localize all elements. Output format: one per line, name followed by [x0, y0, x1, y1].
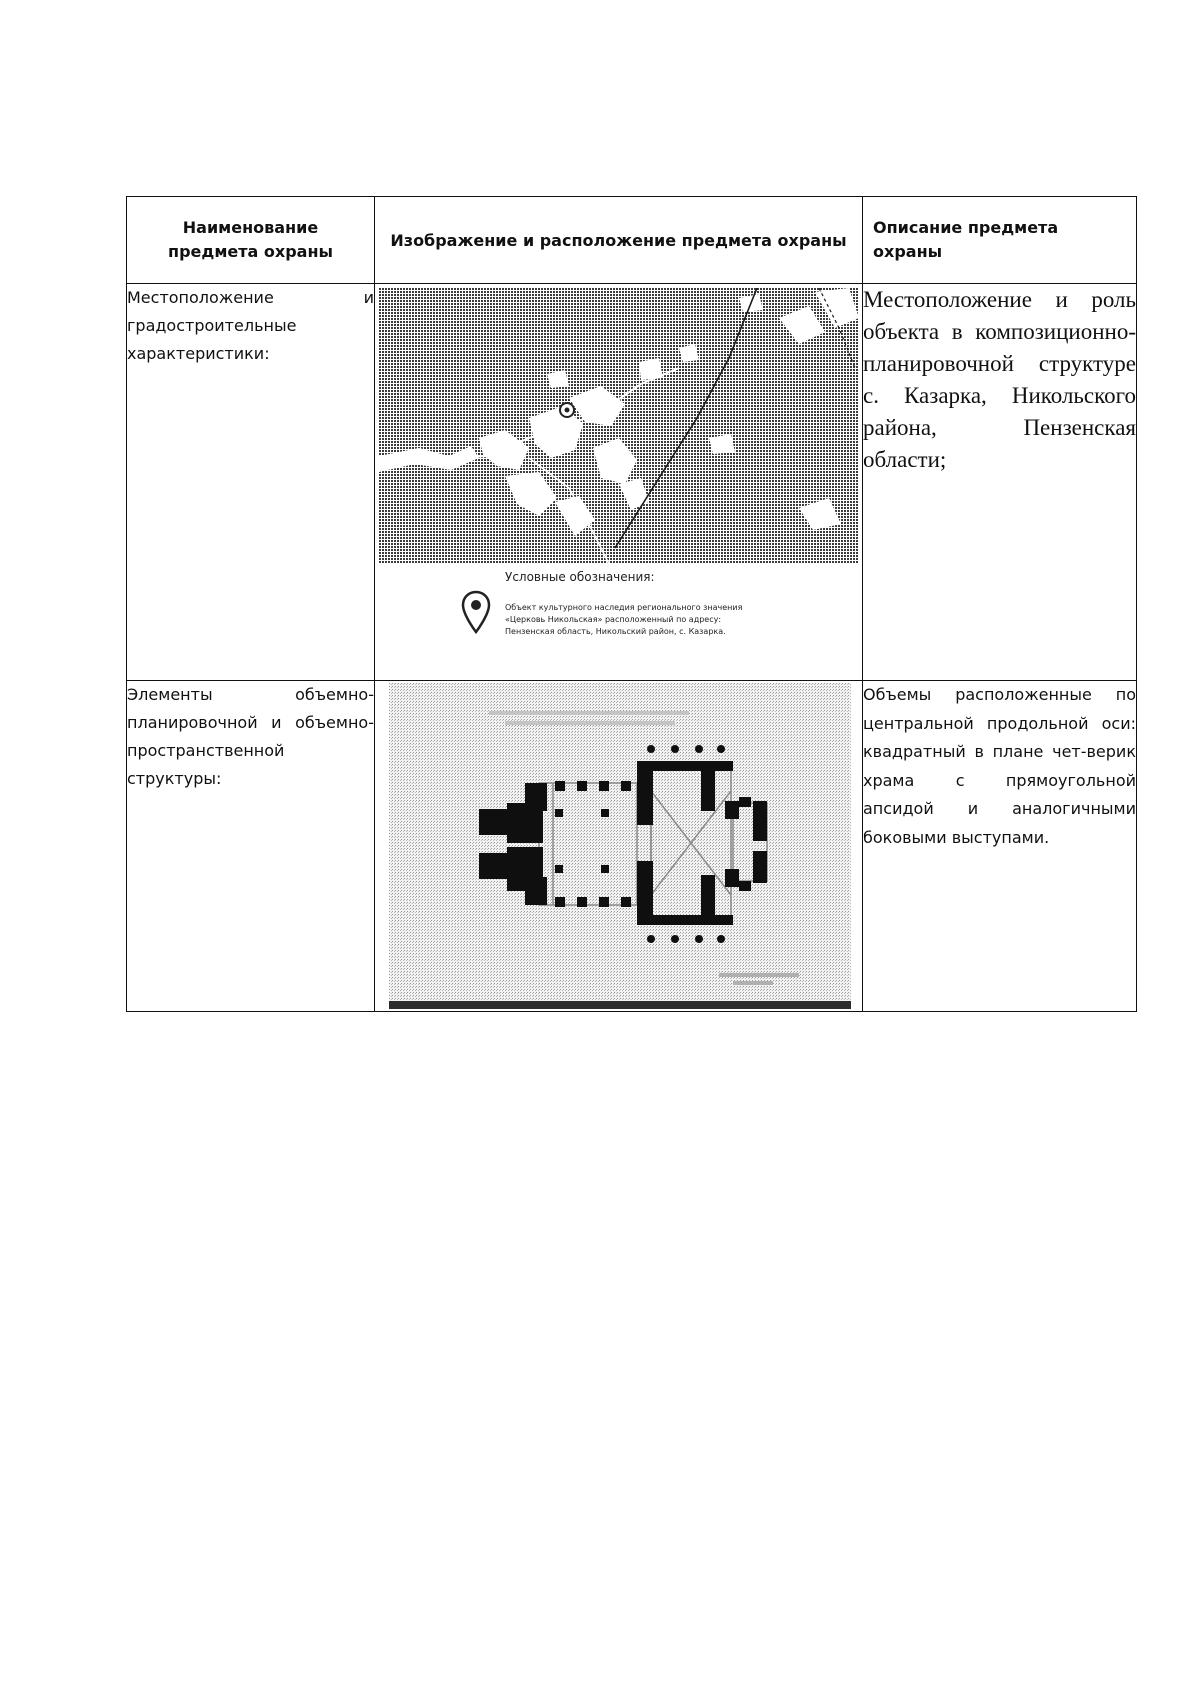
- table-header-row: [127, 197, 1137, 284]
- legend-description: [505, 602, 742, 638]
- row-name: Элементы объемно-планировочной и объемно-пространственной структуры:: [127, 681, 375, 1012]
- row-name: Местоположение и градостроительные характеристики:: [127, 284, 375, 681]
- floor-plan: [375, 681, 862, 1011]
- legend-line: Пензенская область, Никольский район, с. Казарка.: [505, 627, 726, 636]
- legend-line: «Церковь Никольская» расположенный по адресу:: [505, 615, 722, 624]
- header-description: Описание предмета охраны: [863, 197, 1137, 284]
- header-image: Изображение и расположение предмета охраны: [375, 197, 863, 284]
- legend-line: Объект культурного наследия регионального значения: [505, 603, 743, 612]
- table-row: [127, 681, 1137, 1012]
- legend-title: Условные обозначения:: [505, 570, 655, 584]
- table-row: [127, 284, 1137, 681]
- row-description: Местоположение и роль объекта в композиционно-планировочной структуре с. Казарка, Никольского района, Пензенская области;: [863, 284, 1137, 681]
- header-name: Наименование предмета охраны: [127, 197, 375, 284]
- protection-subject-table: [126, 196, 1137, 1012]
- satellite-map-image: [379, 288, 859, 564]
- location-pin-icon: [461, 590, 491, 634]
- row-description: Объемы расположенные по центральной продольной оси: квадратный в плане чет-верик храма с прямоугольной апсидой и аналогичными боковыми выступами.: [863, 681, 1137, 1012]
- row-image-cell: [375, 284, 863, 681]
- row-image-cell: [375, 681, 863, 1012]
- location-map: [375, 284, 862, 680]
- church-floor-plan-image: [389, 683, 851, 1009]
